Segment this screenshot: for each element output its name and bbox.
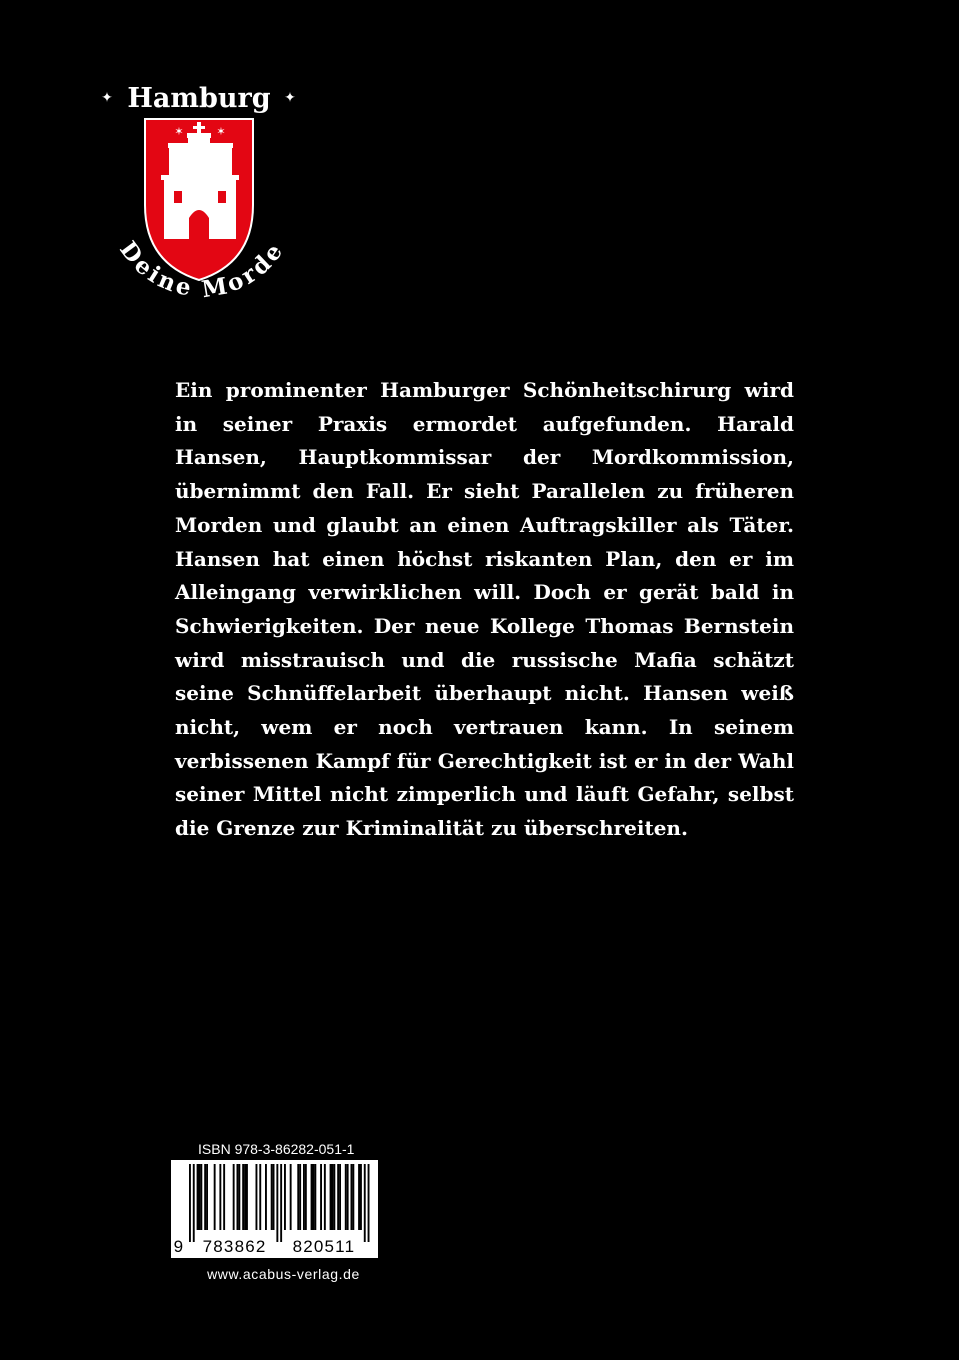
barcode-bar [242,1164,244,1230]
barcode-bar [256,1164,258,1230]
barcode-bar [199,1164,201,1230]
barcode-bar [280,1164,282,1242]
barcode-bar [305,1164,307,1230]
barcode-bar [246,1164,248,1230]
barcode-bar [299,1164,301,1230]
isbn-barcode [171,1160,378,1258]
barcode-bar [238,1164,240,1230]
barcode-bar [233,1164,235,1230]
barcode-bar [214,1164,216,1230]
barcode-bar [332,1164,334,1230]
blurb-text: Ein prominenter Hamburger Schönheitschirurg wird in seiner Praxis ermordet aufgefunden. Harald Hansen, Hauptkommissar der Mordkommission, übernimmt den Fall. Er sieht Parallelen zu früheren Morden und glaubt an einen Auftragskiller als Täter. Hansen hat einen höchst riskanten Plan, den er im Alleingang verwirklichen will. Doch er gerät bald in Schwierigkeiten. Der neue Kollege Thomas Bernstein wird misstrauisch und die russische Mafia schätzt seine Schnüffelarbeit überhaupt nicht. Hansen weiß nicht, wem er noch vertrauen kann. In seinem verbissenen Kampf für Gerechtigkeit ist er in der Wahl seiner Mittel nicht zimperlich und läuft Gefahr, selbst die Grenze zur Kriminalität zu überschreiten. [175,378,794,841]
barcode-bar [206,1164,208,1230]
barcode-bar [259,1164,261,1230]
barcode-bar [324,1164,326,1230]
logo-subtitle: Deine Morde [114,236,290,304]
barcode-bar [339,1164,341,1230]
barcode-bar [313,1164,315,1230]
barcode-bars [171,1160,378,1258]
barcode-bar [320,1164,322,1230]
barcode-bar [314,1164,316,1230]
sparkle-right-icon: ✦ [284,90,296,106]
barcode-bar [297,1164,299,1230]
barcode-bar [347,1164,349,1230]
barcode-bar [237,1164,239,1230]
barcode-bar [189,1164,191,1242]
barcode-right-digits: 820511 [292,1237,356,1256]
barcode-bar [273,1164,275,1230]
barcode-bar [358,1164,360,1230]
barcode-bar [284,1164,286,1230]
barcode-bar [200,1164,202,1230]
barcode-bar [290,1164,292,1230]
svg-text:✶: ✶ [216,125,226,138]
barcode-bar [360,1164,362,1230]
barcode-bar [271,1164,273,1230]
hamburg-deine-morde-logo [98,75,308,315]
barcode-bar [219,1164,221,1230]
barcode-bar [303,1164,305,1230]
barcode-bar [265,1164,267,1230]
publisher-url: www.acabus-verlag.de [207,1266,360,1282]
barcode-bar [352,1164,354,1230]
barcode-bar [345,1164,347,1230]
barcode-bar [223,1164,225,1230]
barcode-bar [364,1164,366,1242]
barcode-bar [330,1164,332,1230]
barcode-bar [351,1164,353,1230]
barcode-bar [244,1164,246,1230]
barcode-bar [311,1164,313,1230]
barcode-bar [368,1164,370,1242]
barcode-bar [337,1164,339,1230]
barcode-bar [276,1164,278,1242]
barcode-bar [193,1164,195,1242]
sparkle-left-icon: ✦ [101,90,113,106]
barcode-left-digits: 783862 [202,1237,267,1256]
barcode-bar [197,1164,199,1230]
barcode-bar [204,1164,206,1230]
barcode-bar [333,1164,335,1230]
barcode-first-digit: 9 [173,1237,185,1256]
svg-text:✶: ✶ [174,125,184,138]
hamburg-coat-of-arms-icon [145,119,253,280]
logo-title: Hamburg [127,83,271,114]
isbn-label: ISBN 978-3-86282-051-1 [198,1141,355,1157]
